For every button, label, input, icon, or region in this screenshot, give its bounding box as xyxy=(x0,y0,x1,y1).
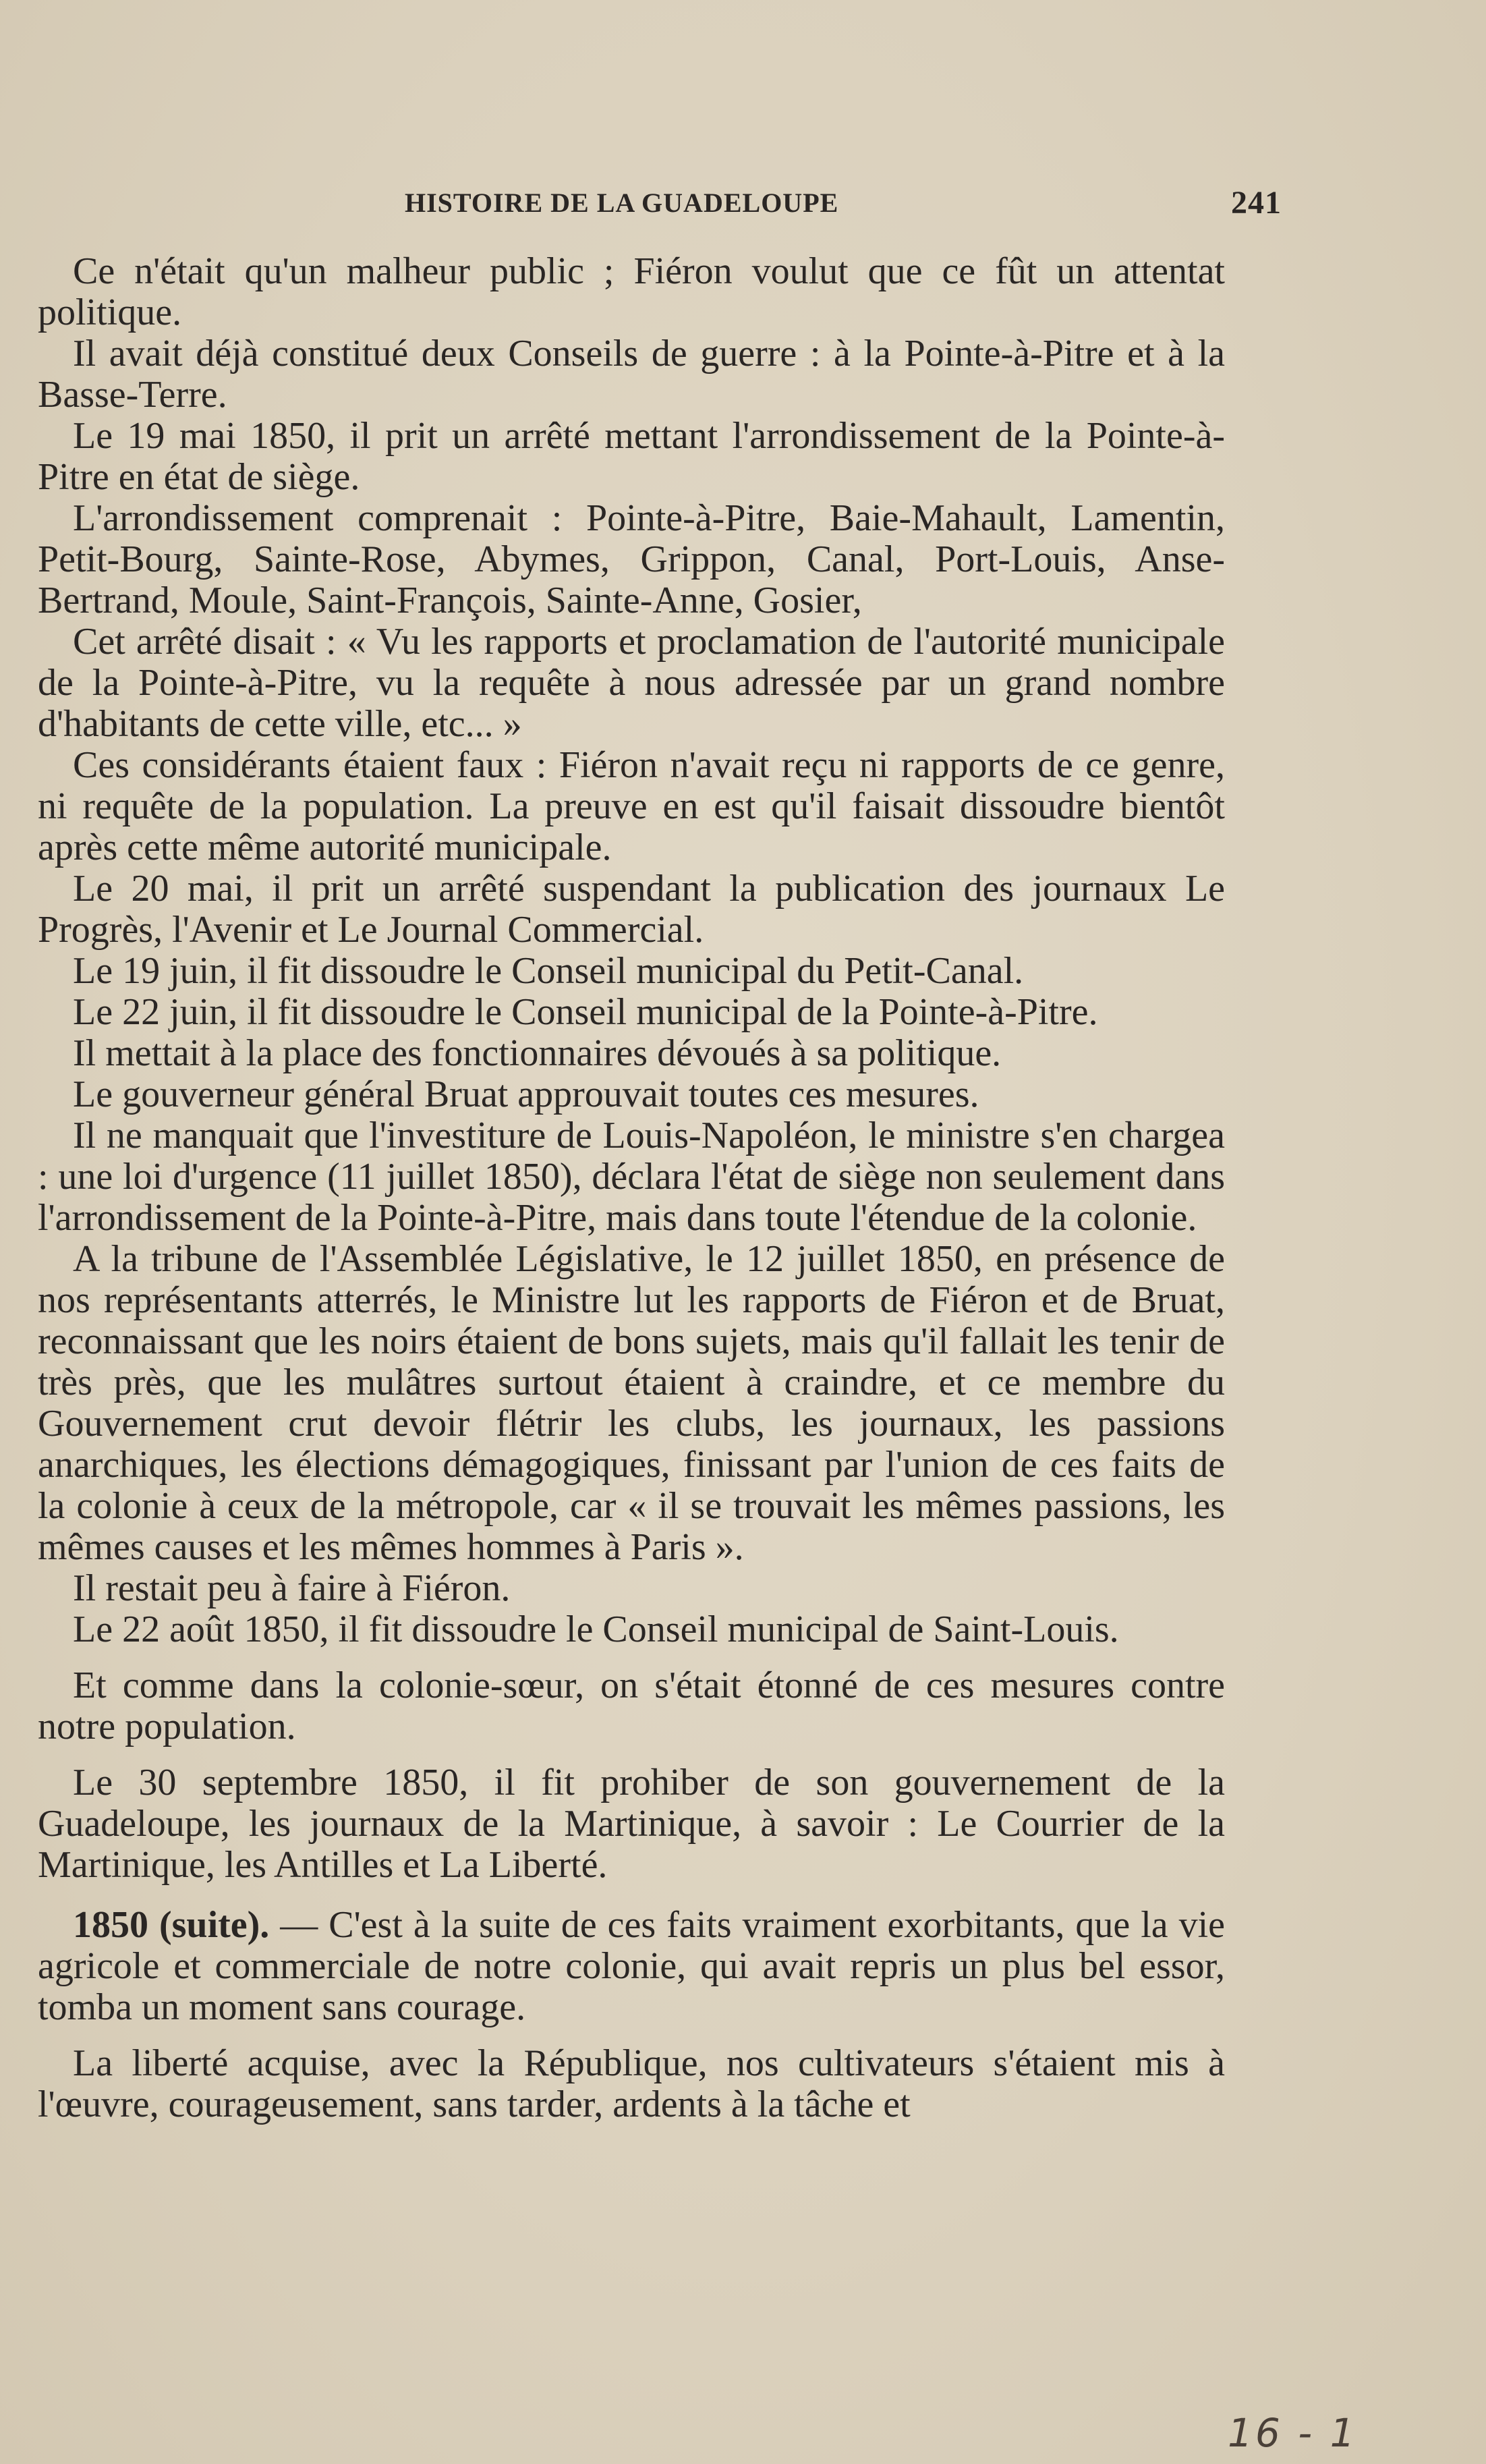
paragraph: Il ne manquait que l'investiture de Louis-Napoléon, le ministre s'en chargea : une loi d'urgence (11 juillet 1850), déclara l'état de siège non seulement dans l'arrondissement de la Pointe-à-Pitre, mais dans toute l'étendue de la colonie. xyxy=(38,1115,1225,1239)
paragraph: Et comme dans la colonie-sœur, on s'était étonné de ces mesures contre notre population. xyxy=(38,1664,1225,1747)
page-number: 241 xyxy=(1231,184,1282,221)
paragraph: L'arrondissement comprenait : Pointe-à-Pitre, Baie-Mahault, Lamentin, Petit-Bourg, Sainte-Rose, Abymes, Grippon, Canal, Port-Louis, Anse-Bertrand, Moule, Saint-François, Sainte-Anne, Gosier, xyxy=(38,497,1225,621)
handwritten-note: 16 - 1 xyxy=(1228,2410,1358,2456)
page-header xyxy=(405,182,1282,223)
paragraph: Il restait peu à faire à Fiéron. xyxy=(73,1567,511,1609)
paragraph: La liberté acquise, avec la République, nos cultivateurs s'étaient mis à l'œuvre, courageusement, sans tarder, ardents à la tâche et xyxy=(38,2042,1225,2125)
section-lead: 1850 (suite). xyxy=(73,1904,270,1946)
running-title: HISTOIRE DE LA GUADELOUPE xyxy=(405,187,839,218)
paragraph: A la tribune de l'Assemblée Législative, le 12 juillet 1850, en présence de nos représentants atterrés, le Ministre lut les rapports de Fiéron et de Bruat, reconnaissant que les noirs étaient de bons sujets, mais qu'il fallait les tenir de très près, que les mulâtres surtout étaient à craindre, et ce membre du Gouvernement crut devoir flétrir les clubs, les journaux, les passions anarchiques, les élections démagogiques, finissant par l'union de ces faits de la colonie à ceux de la métropole, car « il se trouvait les mêmes passions, les mêmes causes et les mêmes hommes à Paris ». xyxy=(38,1238,1225,1568)
paragraph: Le 22 août 1850, il fit dissoudre le Conseil municipal de Saint-Louis. xyxy=(73,1608,1119,1650)
paragraph: Il avait déjà constitué deux Conseils de guerre : à la Pointe-à-Pitre et à la Basse-Terre. xyxy=(38,333,1225,416)
paragraph: Ce n'était qu'un malheur public ; Fiéron voulut que ce fût un attentat politique. xyxy=(38,250,1225,333)
section-paragraph xyxy=(38,1905,1225,2028)
paragraph: Le 20 mai, il prit un arrêté suspendant la publication des journaux Le Progrès, l'Avenir et Le Journal Commercial. xyxy=(38,868,1225,951)
paragraph-text: — C'est à la suite de ces faits vraiment exorbitants, que la vie agricole et commerciale de notre colonie, qui avait repris un plus bel essor, tomba un moment sans courage. xyxy=(38,1904,1226,2028)
paragraph: Le 30 septembre 1850, il fit prohiber de son gouvernement de la Guadeloupe, les journaux de la Martinique, à savoir : Le Courrier de la Martinique, les Antilles et La Liberté. xyxy=(38,1762,1225,1886)
paragraph: Le gouverneur général Bruat approuvait toutes ces mesures. xyxy=(73,1073,979,1115)
page-body xyxy=(38,251,1225,2125)
paragraph: Il mettait à la place des fonctionnaires dévoués à sa politique. xyxy=(73,1032,1002,1074)
paragraph: Ces considérants étaient faux : Fiéron n'avait reçu ni rapports de ce genre, ni requête de la population. La preuve en est qu'il faisait dissoudre bientôt après cette même autorité municipale. xyxy=(38,744,1225,868)
paragraph: Le 19 juin, il fit dissoudre le Conseil municipal du Petit-Canal. xyxy=(73,950,1024,992)
paragraph: Le 22 juin, il fit dissoudre le Conseil municipal de la Pointe-à-Pitre. xyxy=(73,991,1098,1033)
paragraph: Cet arrêté disait : « Vu les rapports et proclamation de l'autorité municipale de la Pointe-à-Pitre, vu la requête à nous adressée par un grand nombre d'habitants de cette ville, etc... » xyxy=(38,621,1225,745)
paragraph: Le 19 mai 1850, il prit un arrêté mettant l'arrondissement de la Pointe-à-Pitre en état de siège. xyxy=(38,415,1225,498)
